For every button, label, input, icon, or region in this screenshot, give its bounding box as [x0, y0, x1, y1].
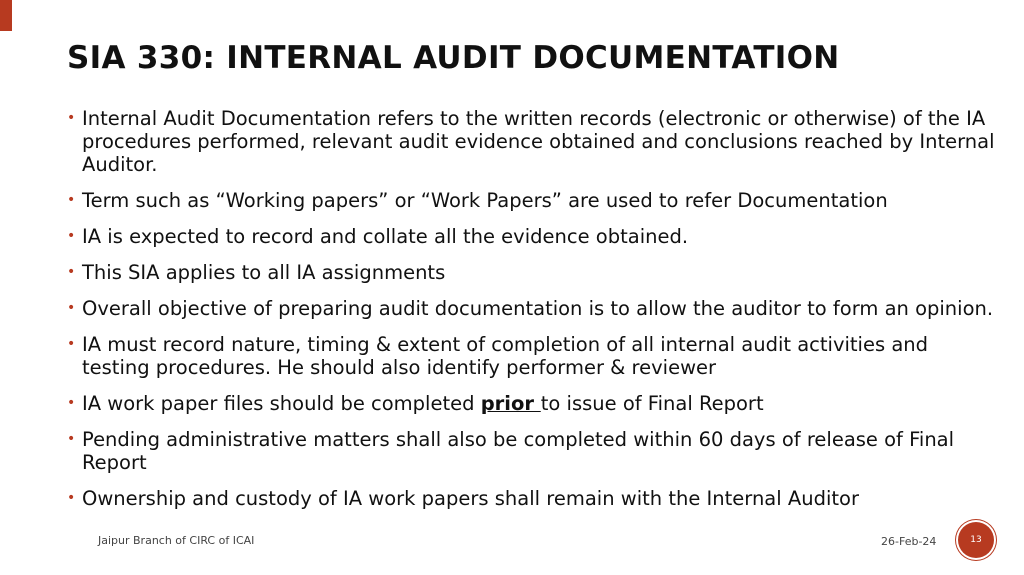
bullet-dot-icon: •: [67, 192, 76, 208]
bullet-text: This SIA applies to all IA assignments: [82, 261, 446, 284]
bullet-text: Ownership and custody of IA work papers shall remain with the Internal Auditor: [82, 487, 859, 510]
bullet-dot-icon: •: [67, 264, 76, 280]
bullet-dot-icon: •: [67, 110, 76, 126]
bullet-item: [66, 189, 996, 212]
bullet-item: [66, 107, 996, 176]
bullet-item: [66, 392, 996, 415]
bullet-item: [66, 297, 996, 320]
bullet-text: IA is expected to record and collate all the evidence obtained.: [82, 225, 689, 248]
bullet-dot-icon: •: [67, 431, 76, 447]
bullet-list: [66, 107, 996, 523]
bullet-text: Term such as “Working papers” or “Work Papers” are used to refer Documentation: [82, 189, 888, 212]
bullet-dot-icon: •: [67, 395, 76, 411]
bullet-text: Overall objective of preparing audit documentation is to allow the auditor to form an opinion.: [82, 297, 994, 320]
footer-date: 26-Feb-24: [881, 535, 937, 548]
bullet-text-before: IA work paper files should be completed: [82, 392, 481, 415]
page-number: 13: [970, 535, 982, 545]
bullet-item: [66, 487, 996, 510]
bullet-item: [66, 333, 996, 379]
page-number-badge: [958, 522, 994, 558]
accent-bar: [0, 0, 12, 31]
bullet-emphasis-prior: prior: [480, 392, 541, 415]
bullet-text: IA must record nature, timing & extent of completion of all internal audit activities and testing procedures. He should also identify performer & reviewer: [82, 333, 929, 379]
bullet-item: [66, 428, 996, 474]
bullet-text: Internal Audit Documentation refers to the written records (electronic or otherwise) of the IA procedures performed, relevant audit evidence obtained and conclusions reached by Internal Auditor.: [82, 107, 995, 176]
bullet-dot-icon: •: [67, 336, 76, 352]
bullet-text-after: to issue of Final Report: [540, 392, 764, 415]
bullet-dot-icon: •: [67, 300, 76, 316]
footer-organization: Jaipur Branch of CIRC of ICAI: [98, 534, 255, 547]
bullet-item: [66, 261, 996, 284]
bullet-text: Pending administrative matters shall also be completed within 60 days of release of Final Report: [82, 428, 955, 474]
bullet-item: [66, 225, 996, 248]
bullet-dot-icon: •: [67, 228, 76, 244]
slide-title: SIA 330: INTERNAL AUDIT DOCUMENTATION: [67, 40, 840, 76]
bullet-dot-icon: •: [67, 490, 76, 506]
